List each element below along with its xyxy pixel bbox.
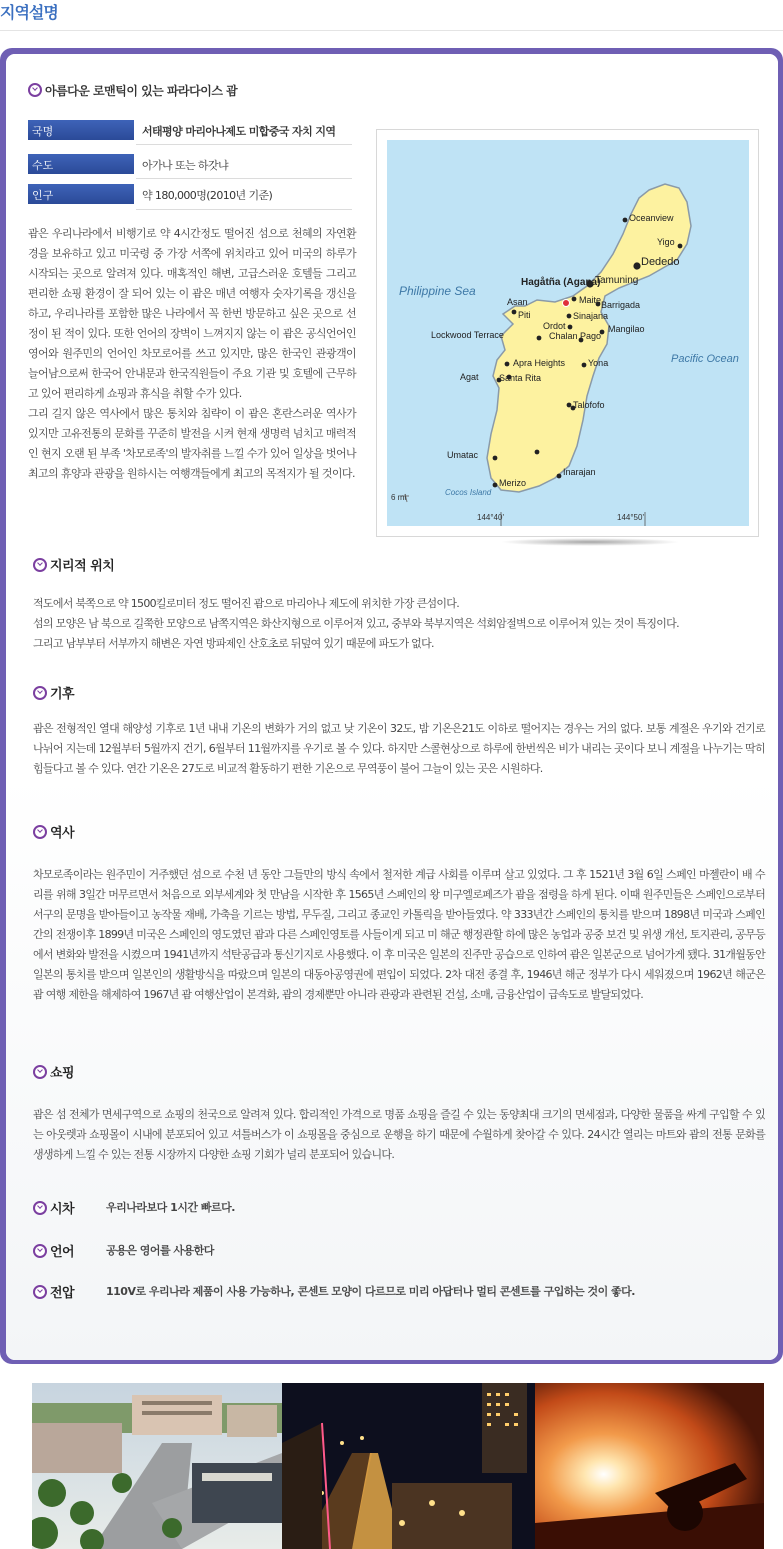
- guam-map-image: [387, 140, 749, 526]
- map-place-label: Sinajana: [573, 311, 609, 321]
- info-label: 수도: [28, 154, 134, 174]
- map-island-label: Cocos Island: [445, 488, 492, 497]
- map-place-label: Oceanview: [629, 213, 674, 223]
- map-place-label: Barrigada: [601, 300, 641, 310]
- map-place-label: Dededo: [641, 256, 680, 268]
- info-value: 약 180,000명(2010년 기준): [142, 189, 273, 202]
- info-row-capital: [28, 154, 352, 174]
- title-divider: [0, 30, 783, 31]
- row-language-value: 공용은 영어를 사용한다: [106, 1244, 214, 1257]
- info-label: 인구: [28, 184, 134, 204]
- chevron-circle-icon: [33, 1244, 47, 1258]
- photo-night-city: [282, 1383, 535, 1549]
- map-place-label: Mangilao: [608, 324, 645, 334]
- main-heading: [28, 82, 237, 99]
- chevron-circle-icon: [28, 83, 42, 97]
- row-voltage: 전압 110V로 우리나라 제품이 사용 가능하나, 콘센트 모양이 다르므로 미리 아답터나 멀티 콘센트를 구입하는 것이 좋다.: [33, 1282, 773, 1301]
- map-longitude-label: 144°50': [617, 513, 644, 522]
- map-place-label: Merizo: [499, 478, 527, 488]
- section-heading-geo: 지리적 위치: [33, 555, 114, 574]
- row-language: 언어 공용은 영어를 사용한다: [33, 1241, 773, 1260]
- map-place-label: Inarajan: [563, 467, 596, 477]
- map-sea-label: Philippine Sea: [399, 284, 476, 298]
- map-place-label: Chalan Pago: [549, 331, 602, 341]
- map-scale-label: 6 mi: [391, 493, 407, 502]
- section-body-climate: 괌은 전형적인 열대 해양성 기후로 1년 내내 기온의 변화가 거의 없고 낮 기온이 32도, 밤 기온은21도 이하로 떨어지는 경우는 거의 없다. 보통 계절은 우기와 건기로 나뉘어 지는데 12월부터 5월까지 건기, 6월부터 11월까지를 우기로 볼 수 있다. 하지만 스콜현상으로 하루에 한번씩은 비가 내리는 곳이다 보니 계절을 나누기는 딱히 힘들다고 볼 수 있다. 연간 기온은 27도로 비교적 활동하기 편한 기온으로 무역풍이 불어 그늘이 있는 곳은 시원하다.: [33, 722, 765, 775]
- map-place-label: Ordot: [543, 321, 566, 331]
- section-body-geo: 적도에서 북쪽으로 약 1500킬로미터 정도 떨어진 괌으로 마리아나 제도에 위치한 가장 큰섬이다. 섬의 모양은 남 북으로 길쭉한 모양으로 남쪽지역은 화산지형으로 이루어져 있고, 중부와 북부지역은 석회암절벽으로 이루어져 있는 것이 특징이다. 그리고 남부부터 서부까지 해변은 자연 방파제인 산호초로 뒤덮여 있기 때문에 파도가 없다.: [33, 597, 679, 650]
- map-longitude-label: 144°40': [477, 513, 504, 522]
- main-heading-text: 아름다운 로맨틱이 있는 파라다이스 괌: [45, 84, 238, 98]
- row-voltage-value: 110V로 우리나라 제품이 사용 가능하나, 콘센트 모양이 다르므로 미리 아답터나 멀티 콘센트를 구입하는 것이 좋다.: [106, 1285, 635, 1298]
- page-title: 지역설명: [0, 3, 58, 22]
- chevron-circle-icon: [33, 558, 47, 572]
- photo-sunset-cannon: [535, 1383, 764, 1549]
- chevron-circle-icon: [33, 825, 47, 839]
- row-timediff-value: 우리나라보다 1시간 빠르다.: [106, 1201, 235, 1214]
- info-value: 서태평양 마리아나제도 미합중국 자치 지역: [142, 125, 336, 138]
- section-body-shopping: 괌은 섬 전체가 면세구역으로 쇼핑의 천국으로 알려져 있다. 합리적인 가격으로 명품 쇼핑을 즐길 수 있는 동양최대 크기의 면세점과, 다양한 물품을 싸게 구입할 수 있는 아웃렛과 쇼핑몰이 시내에 분포되어 있고 셔틀버스가 이 쇼핑몰을 중심으로 운행을 하기 때문에 수월하게 찾아갈 수 있다. 24시간 열리는 마트와 괌의 전통 문화를 생생하게 느낄 수 있는 전통 시장까지 다양한 쇼핑 기회가 널리 분포되어 있습니다.: [33, 1108, 765, 1161]
- info-row-country: [28, 120, 352, 140]
- map-place-label: Yigo: [657, 237, 675, 247]
- guam-map: [376, 129, 759, 537]
- section-heading-shopping: 쇼핑: [33, 1062, 74, 1081]
- section-body-history: 차모로족이라는 원주민이 거주했던 섬으로 수천 년 동안 그들만의 방식 속에서 철저한 계급 사회를 이루며 살고 있었다. 그 후 1521년 3월 6일 스페인 마젤란이 배 수리를 위해 3일간 머무르면서 처음으로 외부세계와 첫 만남을 시작한 후 1565년 스페인의 왕 미구엘로페즈가 괌을 점령을 하게 된다. 이때 원주민들은 스페인으로부터 서구의 문명을 받아들이고 농작물 재배, 가축을 기르는 방법, 무두질, 그리고 종교인 카톨릭을 받아들였다. 약 333년간 스페인의 통치를 받으며 1898년 미국과 스페인간의 전쟁이후 1899년 미국은 스페인의 영도였던 괌과 다른 스페인영토를 사들이게 되고 미 해군 행정관할 하에 많은 농업과 공중 보건 및 위생 개선, 토지관리, 공무등에서 변화와 발전을 시켰으며 1941년까지 석탄공급과 통신기지로 사용했다. 이 후 미국은 일본의 진주만 공습으로 인하여 괌은 일본군으로 넘어가게 됐다. 31개월동안 일본의 통치를 받으며 일본인의 생활방식을 따랐으며 일본의 대동아공영권에 편입이 되었다. 2차 대전 종결 후, 1946년 해군 정부가 다시 세워졌으며 1962년 해군은 괌 여행 제한을 해제하여 1967년 괌 여행산업이 본격화, 괌의 경제뿐만 아니라 관광과 관련된 건설, 소매, 금융산업이 급속도로 발달되었다.: [33, 868, 765, 1001]
- map-place-label: Lockwood Terrace: [431, 330, 504, 340]
- map-capital-label: Hagåtña (Agana): [521, 277, 601, 288]
- map-place-label: Santa Rita: [499, 373, 542, 383]
- section-heading-climate: 기후: [33, 683, 74, 702]
- intro-text: 괌은 우리나라에서 비행기로 약 4시간정도 떨어진 섬으로 천혜의 자연환경을 보유하고 있고 미국령 중 가장 서쪽에 위치라고 있어 미국의 하루가 시작되는 곳으로 알려져 있다. 매혹적인 해변, 고급스러운 호텔들 그리고 편리한 쇼핑 환경이 잘 되어 있는 이 괌은 매년 여행자 숫자기록을 갱신을 하고, 우리나라를 포함한 많은 나라에서 꼭 한번 방문하고 싶은 곳으로 선정이 된 적이 있다. 또한 언어의 장벽이 느껴지지 않는 이 괌은 공식언어인 영어와 원주민의 언어인 차모로어를 쓰고 있지만, 많은 한국인 관광객이 늘어남으로써 한국어 안내문과 한국직원들이 주요 기관 및 호텔에 근무하고 있어 편리하게 쇼핑과 휴식을 취할 수가 있다. 그리 길지 않은 역사에서 많은 통치와 침략이 이 괌은 혼란스러운 역사가 있지만 고유전통의 문화를 꾸준히 발전을 시켜 현재 생명력 넘치고 매력적인 현지 오랜 된 부족 '차모로족'의 발자취를 느낄 수가 있어 일상을 벗어나 최고의 휴양과 관광을 원하시는 여행객들에게 최고의 목적지가 될 것이다.: [28, 227, 356, 480]
- map-ocean-label: Pacific Ocean: [671, 353, 739, 365]
- map-place-label: Asan: [507, 297, 528, 307]
- photo-street-aerial: [32, 1383, 282, 1549]
- map-place-label: Umatac: [447, 450, 479, 460]
- section-heading-history: 역사: [33, 822, 74, 841]
- chevron-circle-icon: [33, 686, 47, 700]
- row-timediff: 시차 우리나라보다 1시간 빠르다.: [33, 1198, 773, 1217]
- map-place-label: Tamuning: [595, 275, 639, 286]
- photo-strip: [32, 1383, 764, 1549]
- map-place-label: Apra Heights: [513, 358, 566, 368]
- map-place-label: Agat: [460, 372, 479, 382]
- chevron-circle-icon: [33, 1201, 47, 1215]
- info-value: 아가나 또는 하갓냐: [142, 159, 229, 172]
- map-place-label: Piti: [518, 310, 531, 320]
- map-place-label: Yona: [588, 358, 609, 368]
- map-place-label: Maite: [579, 295, 602, 305]
- chevron-circle-icon: [33, 1285, 47, 1299]
- info-label: 국명: [28, 120, 134, 140]
- info-row-population: [28, 184, 352, 204]
- chevron-circle-icon: [33, 1065, 47, 1079]
- map-place-label: Talofofo: [573, 400, 605, 410]
